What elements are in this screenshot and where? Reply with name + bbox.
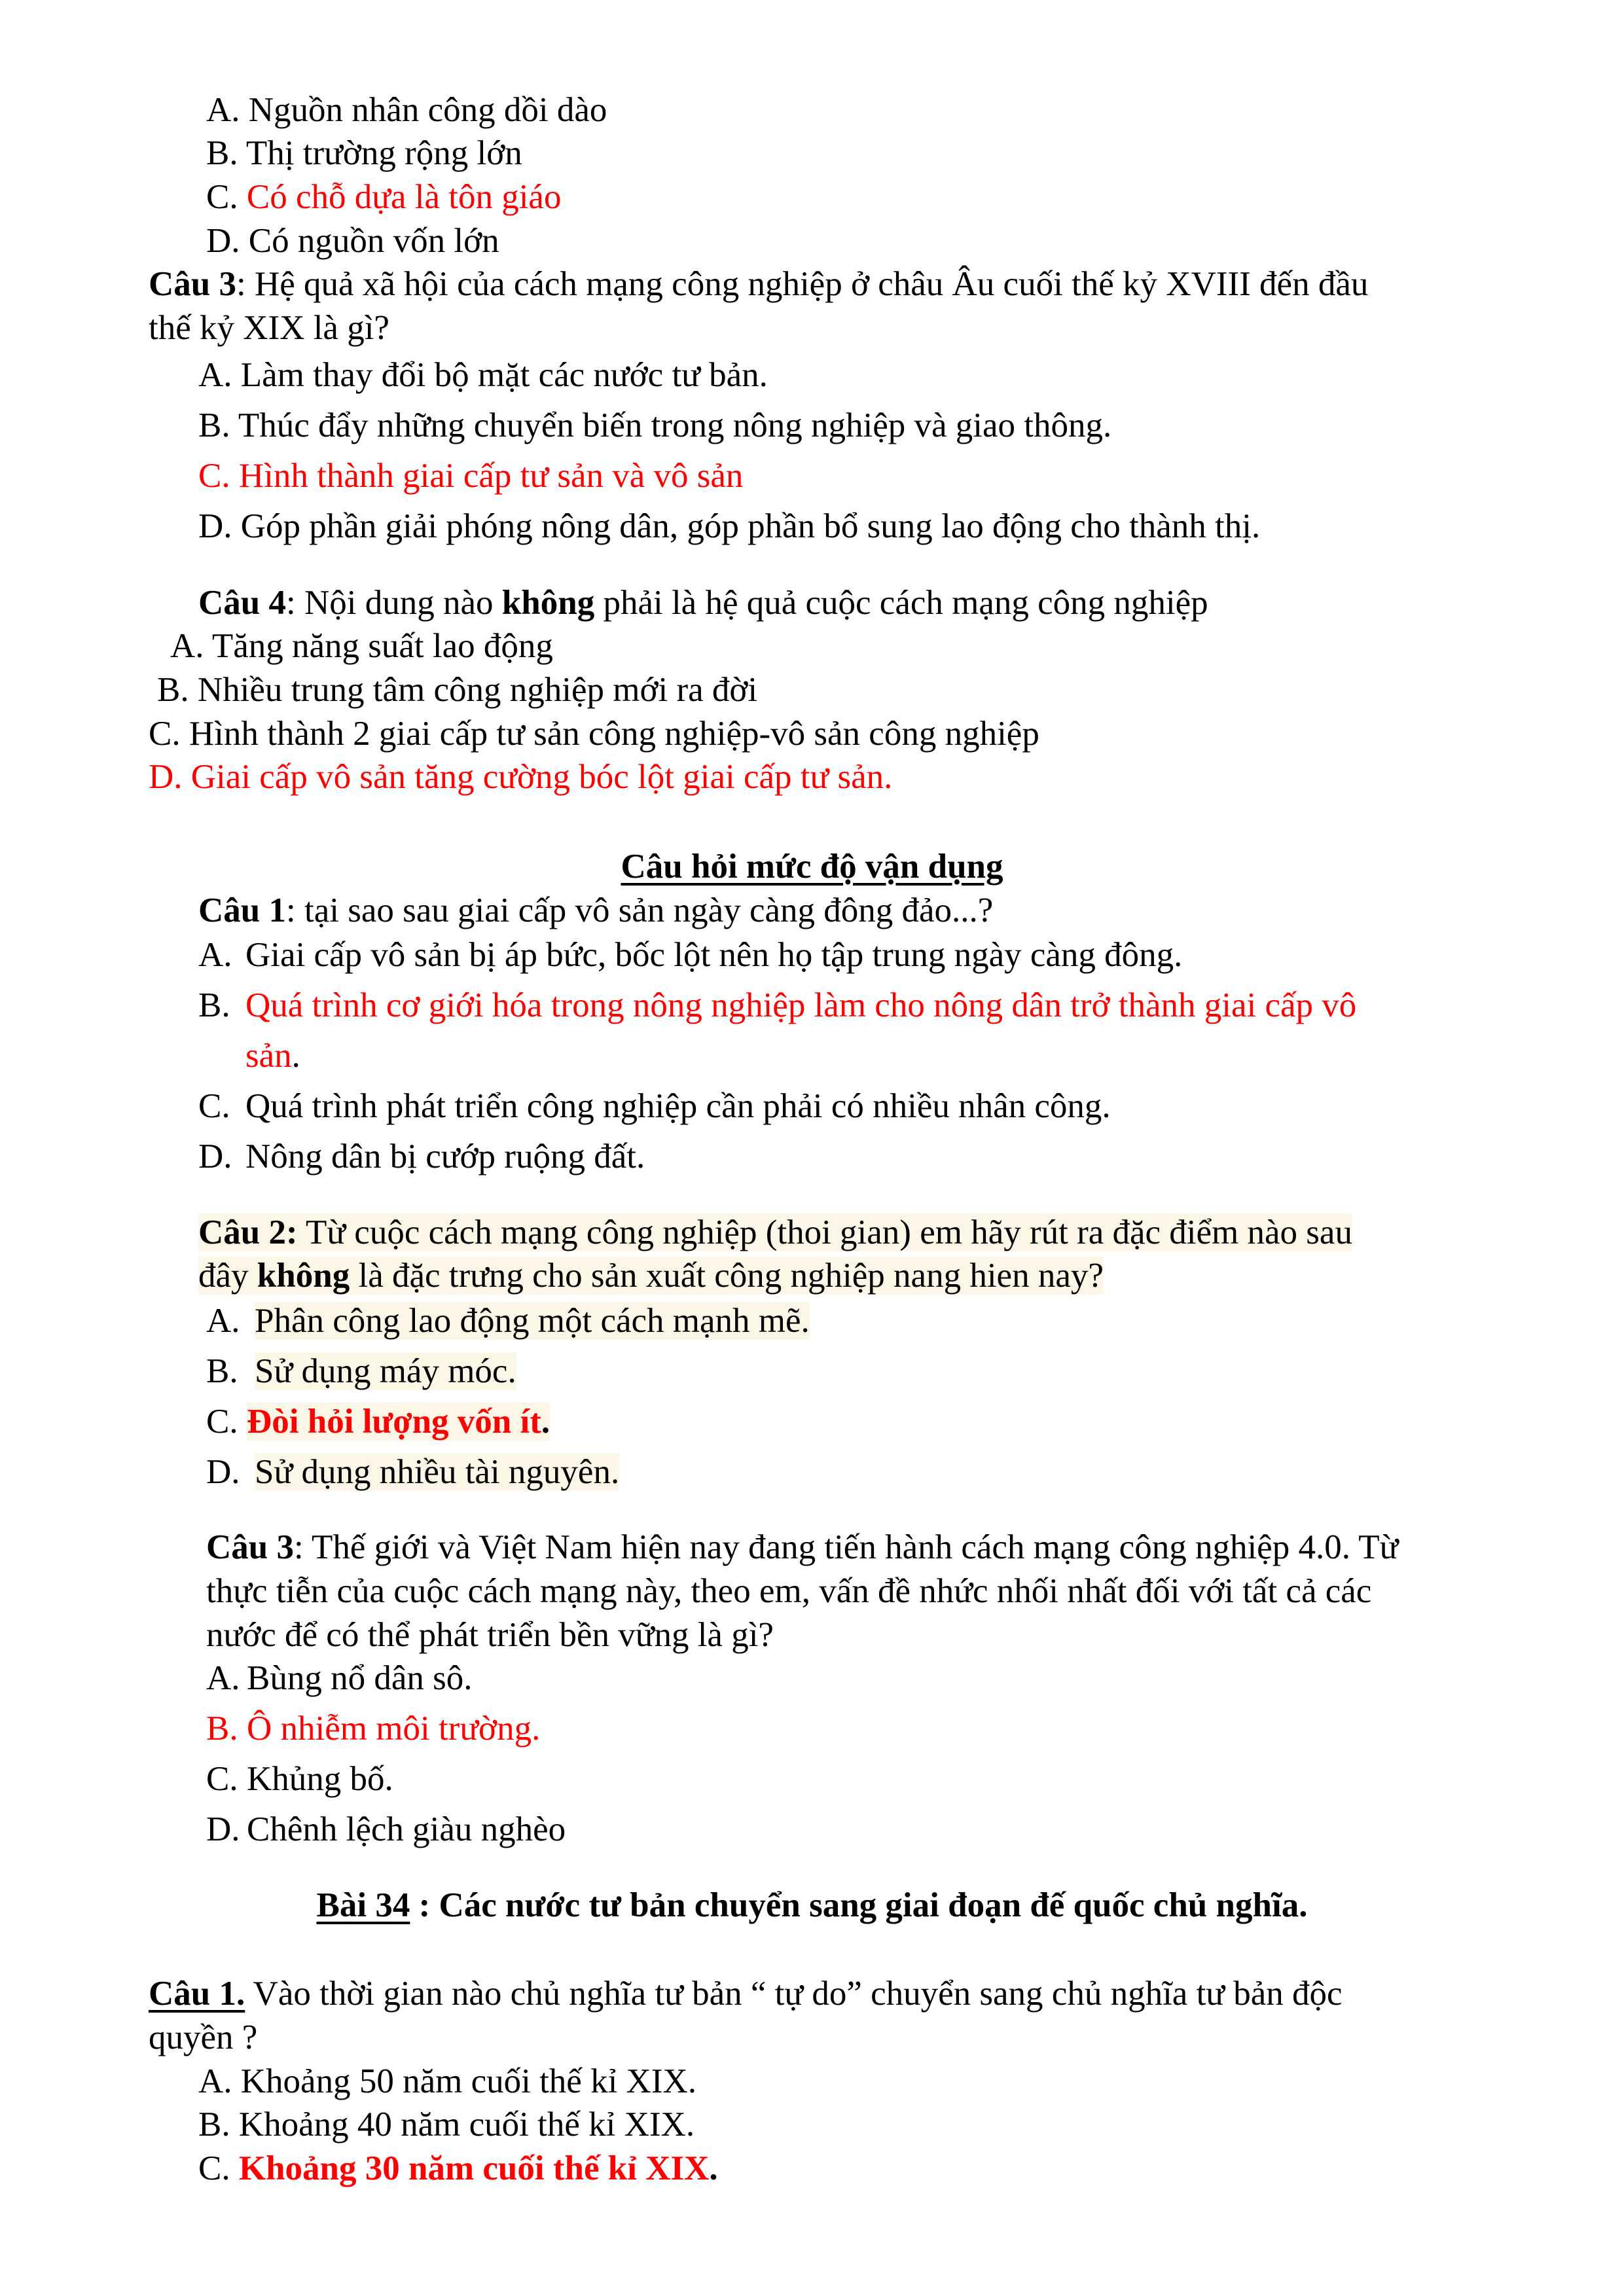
apply-q1-option-b: B. Quá trình cơ giới hóa trong nông nghiệp làm cho nông dân trở thành giai cấp vô xyxy=(198,986,1357,1024)
q3-option-a: A. Làm thay đổi bộ mặt các nước tư bản. xyxy=(198,356,768,394)
lesson34-q1-option-a: A. Khoảng 50 năm cuối thế kỉ XIX. xyxy=(198,2062,697,2100)
lesson34-q1-option-b: B. Khoảng 40 năm cuối thế kỉ XIX. xyxy=(198,2106,695,2144)
q4-option-b: B. Nhiều trung tâm công nghiệp mới ra đời xyxy=(157,671,758,709)
apply-q1-option-d: D. Nông dân bị cướp ruộng đất. xyxy=(198,1138,645,1175)
prev-option-b: B. Thị trường rộng lớn xyxy=(206,134,522,172)
apply-q2-option-a: A. Phân công lao động một cách mạnh mẽ. xyxy=(206,1302,810,1340)
apply-q3-stem-line3: nước để có thể phát triển bền vững là gì? xyxy=(206,1616,774,1654)
apply-q1-option-a: A. Giai cấp vô sản bị áp bức, bốc lột nên họ tập trung ngày càng đông. xyxy=(198,936,1183,974)
lesson-34-heading: Bài 34 : Các nước tư bản chuyển sang giai đoạn đế quốc chủ nghĩa. xyxy=(316,1886,1308,1924)
q3-option-b: B. Thúc đẩy những chuyển biến trong nông nghiệp và giao thông. xyxy=(198,406,1112,444)
apply-q1-stem: Câu 1: tại sao sau giai cấp vô sản ngày càng đông đảo...? xyxy=(198,891,994,929)
q4-stem: Câu 4: Nội dung nào không phải là hệ quả cuộc cách mạng công nghiệp xyxy=(198,584,1208,622)
q4-option-d: D. Giai cấp vô sản tăng cường bóc lột giai cấp tư sản. xyxy=(149,758,893,796)
lesson34-q1-option-c: C. Khoảng 30 năm cuối thế kỉ XIX. xyxy=(198,2149,718,2187)
apply-q2-option-d: D. Sử dụng nhiều tài nguyên. xyxy=(206,1453,620,1491)
q3-stem-line2: thế kỷ XIX là gì? xyxy=(149,309,389,347)
apply-q3-stem-line1: Câu 3: Thế giới và Việt Nam hiện nay đang tiến hành cách mạng công nghiệp 4.0. Từ xyxy=(206,1528,1399,1566)
apply-q2-option-b: B. Sử dụng máy móc. xyxy=(206,1352,516,1390)
apply-q3-option-d: D. Chênh lệch giàu nghèo xyxy=(206,1810,566,1848)
apply-q2-option-c: C. Đòi hỏi lượng vốn ít. xyxy=(206,1403,550,1441)
prev-option-d: D. Có nguồn vốn lớn xyxy=(206,222,499,260)
apply-q2-stem-line2: đây không là đặc trưng cho sản xuất công nghiệp nang hien nay? xyxy=(198,1257,1104,1295)
q3-stem-line1: Câu 3: Hệ quả xã hội của cách mạng công nghiệp ở châu Âu cuối thế kỷ XVIII đến đầu xyxy=(149,265,1369,303)
apply-q3-stem-line2: thực tiễn của cuộc cách mạng này, theo em, vấn đề nhức nhối nhất đối với tất cả các xyxy=(206,1572,1372,1610)
section-apply-heading: Câu hỏi mức độ vận dụng xyxy=(621,848,1003,886)
prev-option-a: A. Nguồn nhân công dồi dào xyxy=(206,91,607,129)
apply-q2-stem-line1: Câu 2: Từ cuộc cách mạng công nghiệp (thoi gian) em hãy rút ra đặc điểm nào sau xyxy=(198,1213,1352,1251)
prev-option-c: C. Có chỗ dựa là tôn giáo xyxy=(206,178,562,216)
lesson34-q1-stem-line1: Câu 1. Vào thời gian nào chủ nghĩa tư bản “ tự do” chuyển sang chủ nghĩa tư bản độc xyxy=(149,1975,1343,2013)
q3-option-c: C. Hình thành giai cấp tư sản và vô sản xyxy=(198,457,744,495)
apply-q1-option-c: C. Quá trình phát triển công nghiệp cần phải có nhiều nhân công. xyxy=(198,1087,1111,1125)
q4-option-a: A. Tăng năng suất lao động xyxy=(170,627,553,665)
apply-q3-option-a: A. Bùng nổ dân sô. xyxy=(206,1659,473,1697)
q4-option-c: C. Hình thành 2 giai cấp tư sản công nghiệp-vô sản công nghiệp xyxy=(149,715,1039,753)
q3-option-d: D. Góp phần giải phóng nông dân, góp phần bổ sung lao động cho thành thị. xyxy=(198,507,1261,545)
apply-q1-option-b-cont: sản. xyxy=(245,1037,300,1075)
lesson34-q1-stem-line2: quyền ? xyxy=(149,2018,258,2056)
apply-q3-option-b: B. Ô nhiễm môi trường. xyxy=(206,1710,541,1748)
apply-q3-option-c: C. Khủng bố. xyxy=(206,1760,393,1798)
